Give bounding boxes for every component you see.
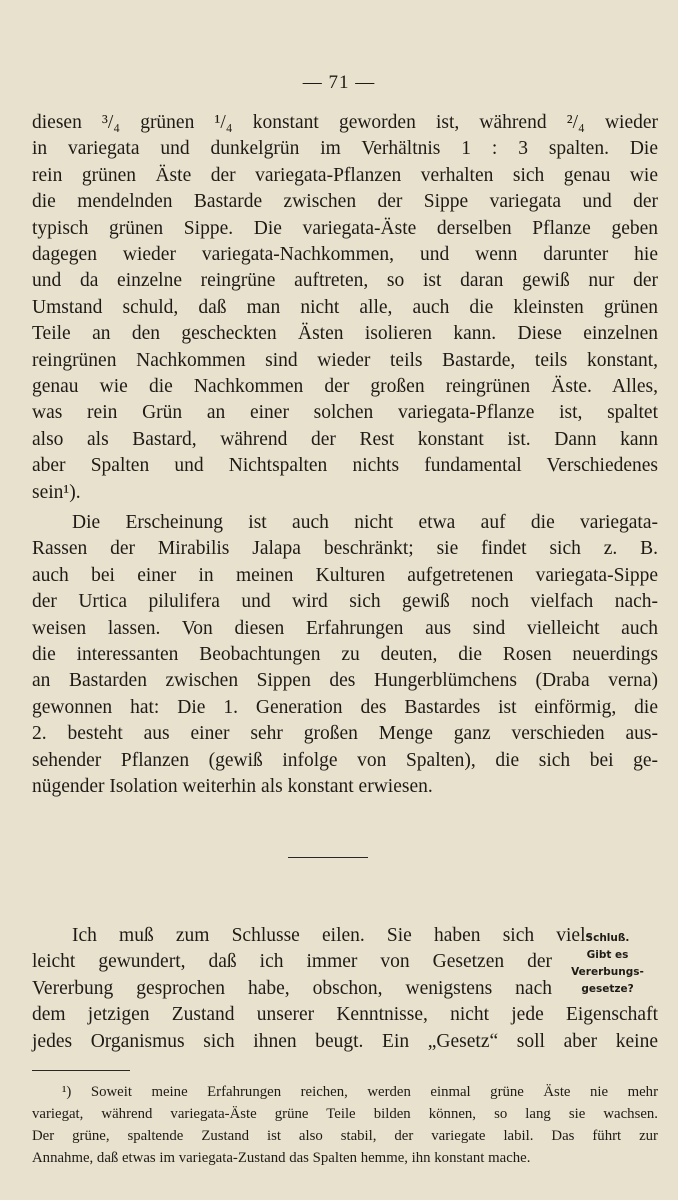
text-line: sehender Pflanzen (gewiß infolge von Spalten), die sich bei ge- xyxy=(32,749,658,771)
text-line: Rassen der Mirabilis Jalapa beschränkt; sie findet sich z. B. xyxy=(32,538,658,560)
margin-note-line: Gibt es xyxy=(586,949,629,961)
text-line: Ich muß zum Schlusse eilen. Sie haben sich viel- xyxy=(72,925,592,946)
footnote-line: ¹) Soweit meine Erfahrungen reichen, werden einmal grüne Äste nie mehr xyxy=(62,1084,658,1100)
text-line: jedes Organismus sich ihnen beugt. Ein „Gesetz“ soll aber keine xyxy=(32,1030,658,1052)
text-line: Vererbung gesprochen habe, obschon, wenigstens nach xyxy=(32,977,552,999)
text-line: sein¹). xyxy=(32,481,81,503)
footnote-line: Der grüne, spaltende Zustand ist also stabil, der variegate labil. Das führt zur xyxy=(32,1128,658,1144)
text-line: rein grünen Äste der variegata-Pflanzen verhalten sich genau wie xyxy=(32,164,658,186)
text-line: reingrünen Nachkommen sind wieder teils Bastarde, teils konstant, xyxy=(32,349,658,371)
text-line: in variegata und dunkelgrün im Verhältnis 1 : 3 spalten. Die xyxy=(32,138,658,160)
paragraph-1 xyxy=(32,110,658,506)
footnote-line: Annahme, daß etwas im variegata-Zustand das Spalten hemme, ihn konstant mache. xyxy=(32,1150,531,1166)
text-line: die mendelnden Bastarde zwischen der Sippe variegata und der xyxy=(32,191,658,213)
text-line: 2. besteht aus einer sehr großen Menge ganz verschieden aus- xyxy=(32,723,658,745)
margin-note-line: Vererbungs- xyxy=(571,966,644,978)
text-line: auch bei einer in meinen Kulturen aufgetretenen variegata-Sippe xyxy=(32,564,658,586)
text-line: die interessanten Beobachtungen zu deuten, die Rosen neuerdings xyxy=(32,644,658,666)
text-line: nügender Isolation weiterhin als konstant erwiesen. xyxy=(32,776,433,798)
text-line: weisen lassen. Von diesen Erfahrungen aus sind vielleicht auch xyxy=(32,617,658,639)
text-line: diesen ³/₄ grünen ¹/₄ konstant geworden ist, während ²/₄ wieder xyxy=(32,112,658,133)
text-line: aber Spalten und Nichtspalten nichts fundamental Verschiedenes xyxy=(32,455,658,477)
page-number: — 71 — xyxy=(302,72,376,93)
text-line: der Urtica pilulifera und wird sich gewiß noch vielfach nach- xyxy=(32,591,658,613)
text-line: genau wie die Nachkommen der großen reingrünen Äste. Alles, xyxy=(32,376,658,398)
paragraph-2 xyxy=(32,510,658,800)
text-line: gewonnen hat: Die 1. Generation des Bastardes ist einförmig, die xyxy=(32,696,658,718)
text-line: was rein Grün an einer solchen variegata-Pflanze ist, spaltet xyxy=(32,402,658,424)
text-line: Die Erscheinung ist auch nicht etwa auf die variegata- xyxy=(72,512,658,533)
text-line: leicht gewundert, daß ich immer von Gesetzen der xyxy=(32,951,552,973)
margin-note-line: Schluß. xyxy=(585,932,630,944)
text-line: dem jetzigen Zustand unserer Kenntnisse, nicht jede Eigenschaft xyxy=(32,1004,658,1026)
text-line: Umstand schuld, daß man nicht alle, auch die kleinsten grünen xyxy=(32,296,658,318)
text-line: dagegen wieder variegata-Nachkommen, und wenn darunter hie xyxy=(32,244,658,266)
text-line: Teile an den gescheckten Ästen isolieren kann. Diese einzelnen xyxy=(32,323,658,345)
footnote-divider xyxy=(32,1070,130,1071)
margin-note-line: gesetze? xyxy=(581,983,634,995)
text-line: und da einzelne reingrüne auftreten, so ist daran gewiß nur der xyxy=(32,270,658,292)
footnote-line: variegat, während variegata-Äste grüne Teile bilden können, so lang sie wachsen. xyxy=(32,1106,658,1122)
footnote xyxy=(32,1081,658,1169)
text-line: also als Bastard, während der Rest konstant ist. Dann kann xyxy=(32,428,658,450)
text-line: typisch grünen Sippe. Die variegata-Äste derselben Pflanze geben xyxy=(32,217,658,239)
margin-note xyxy=(560,930,655,998)
text-line: an Bastarden zwischen Sippen des Hungerblümchens (Draba verna) xyxy=(32,670,658,692)
section-divider xyxy=(288,857,368,858)
